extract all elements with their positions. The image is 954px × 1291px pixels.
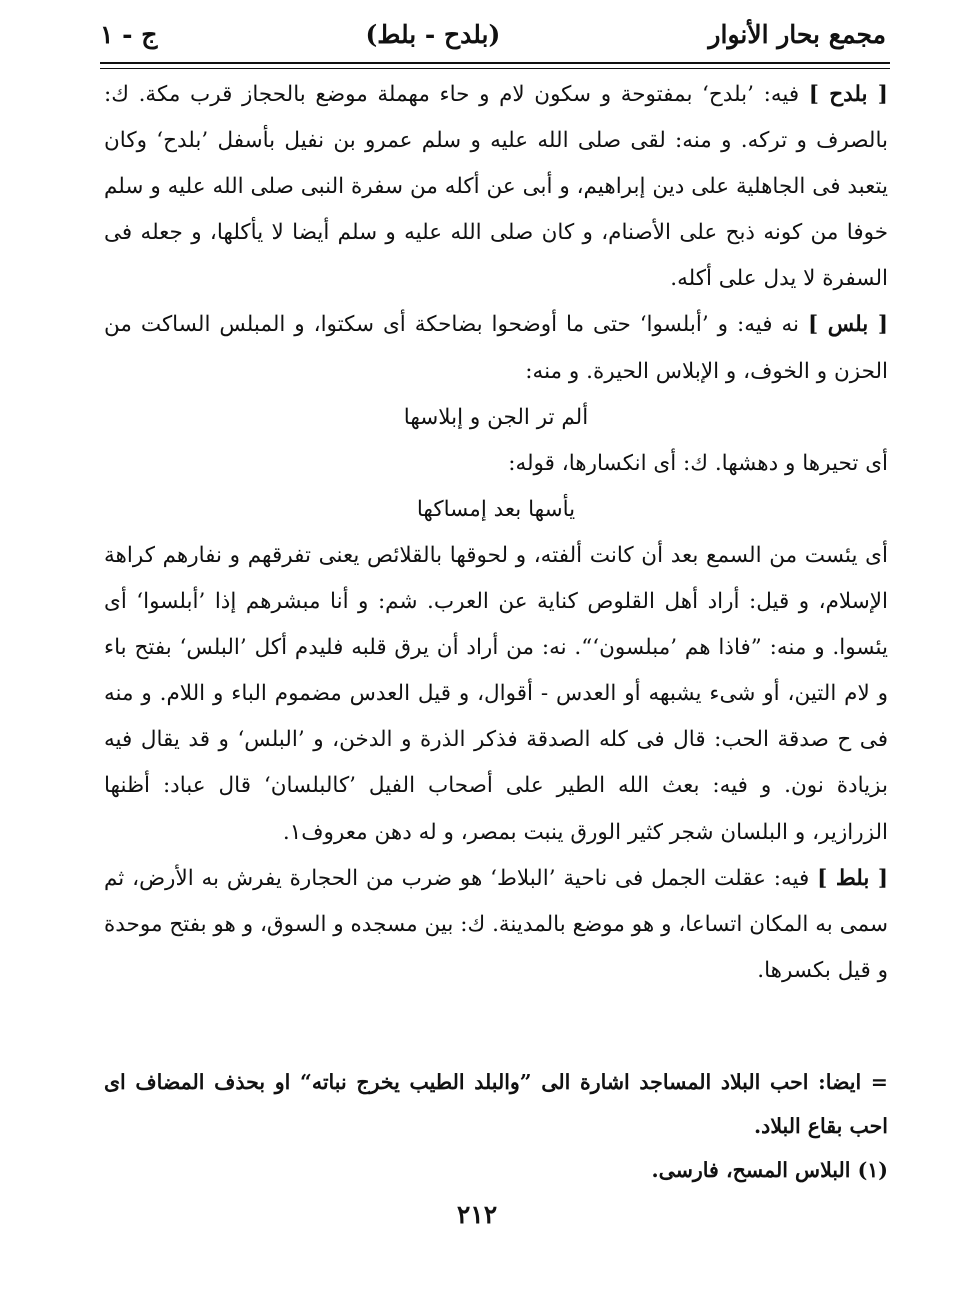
entry-lemma: [ بلط ] — [817, 865, 888, 891]
entry-balas — [104, 302, 888, 394]
verse-line: يأسها بعد إمساكها — [416, 496, 576, 522]
entry-text: فيه: ’بلدح‘ بمفتوحة و سكون لام و حاء مهملة موضع بالحجاز قرب مكة. ك: بالصرف و تركه. و منه: لقى صلى الله عليه و سلم عمرو بن نفيل بأسفل ’بلدح‘ وكان يتعبد فى الجاهلية على دين إبراهيم، و أبى عن أكله من سفرة النبى صلى الله عليه و سلم خوفا من كونه ذبح على الأصنام، و كان صلى الله عليه و سلم أيضا لا يأكلها، و جعله فى السفرة لا يدل على أكله. — [104, 82, 888, 292]
entry-balat — [104, 856, 888, 994]
page-number: ٢١٢ — [456, 1200, 498, 1229]
entry-continuation: أى يئست من السمع بعد أن كانت ألفته، و لحوقها بالقلائص يعنى تفرقهم و نفارهم كراهة الإسلام، و قيل: أراد أهل القلوص كناية عن العرب. شم: و أنا مبشرهم إذا ’أبلسوا‘ أى يئسوا. و منه: ”فاذا هم ’مبلسون‘“. نه: من أراد أن يرق قلبه فليدم أكل ’البلس‘ بفتح باء و لام التين، أو شىء يشبهه أو العدس - أقوال، و قيل العدس مضموم الباء و اللام. و منه فى ح صدقة الحب: قال فى كله الصدقة فذكر الذرة و الدخن، و ’البلس‘ و قد يقال فيه بزيادة نون. و فيه: بعث الله الطير على أصحاب الفيل ’كالبلسان‘ قال عباد: أظنها الزرازير، و البلسان شجر كثير الورق ينبت بمصر، و له دهن معروف١. — [104, 542, 888, 845]
entry-lemma: [ بلس ] — [807, 312, 888, 338]
footnote-1: (١) البلاس المسح، فارسى. — [651, 1158, 888, 1182]
footnote-continuation: = ايضا: احب البلاد المساجد اشارة الى ”والبلد الطيب يخرج نباته“ او بحذف المضاف اى احب بقاع البلاد. — [104, 1070, 888, 1138]
entry-baldah — [104, 72, 888, 302]
entry-continuation: أى تحيرها و دهشها. ك: أى انكسارها، قوله: — [508, 450, 888, 476]
header-rule-thick — [100, 62, 890, 64]
entry-text: نه فيه: و ’أبلسوا‘ حتى ما أوضحوا بضاحكة أى سكتوا، و المبلس الساكت من الحزن و الخوف، و الإبلاس الحيرة. و منه: — [104, 312, 888, 384]
entry-text: فيه: عقلت الجمل فى ناحية ’البلاط‘ هو ضرب من الحجارة يفرش به الأرض، ثم سمى به المكان اتساعا، و هو موضع بالمدينة. ك: بين مسجده و السوق، و هو بفتح موحدة و قيل بكسرها. — [104, 865, 888, 983]
main-text — [104, 72, 888, 994]
book-title: مجمع بحار الأنوار — [708, 19, 886, 49]
entry-lemma: [ بلدح ] — [808, 82, 888, 107]
section-range: (بلدح - بلط) — [365, 19, 501, 49]
verse-line: ألم تر الجن و إبلاسها — [403, 404, 589, 430]
header-rule-thin — [100, 68, 890, 69]
page-header — [100, 12, 886, 56]
volume-number: ج - ١ — [100, 19, 158, 49]
footnotes — [104, 1060, 888, 1192]
